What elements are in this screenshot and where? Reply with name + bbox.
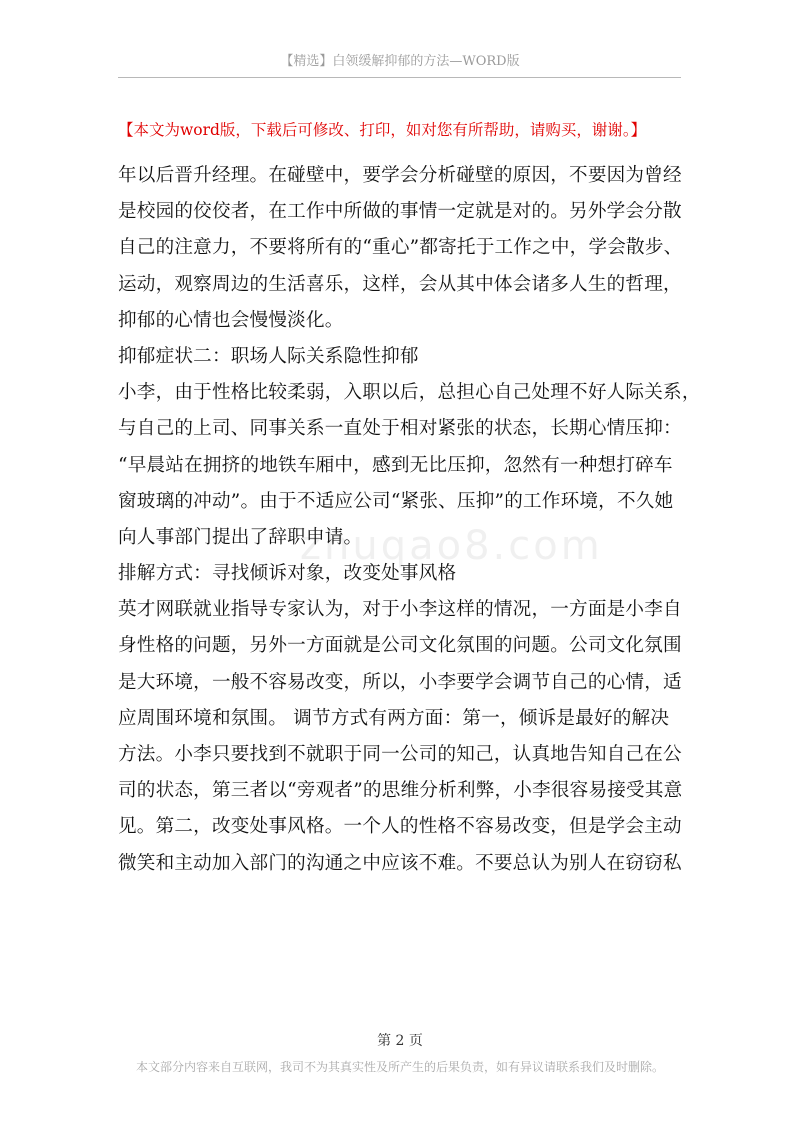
page-number: 第 2 页 (377, 1033, 423, 1049)
body-line: 窗玻璃的冲动”。由于不适应公司“紧张、压抑”的工作环境，不久她 (118, 490, 674, 512)
body-line: 英才网联就业指导专家认为，对于小李这样的情况，一方面是小李自 (118, 599, 682, 621)
body-line: 小李，由于性格比较柔弱，入职以后，总担心自己处理不好人际关系， (118, 382, 701, 404)
body-line: 微笑和主动加入部门的沟通之中应该不难。不要总认为别人在窃窃私 (118, 852, 682, 874)
body-line: 年以后晋升经理。在碰壁中，要学会分析碰壁的原因，不要因为曾经 (118, 165, 682, 186)
page-header: 【精选】白领缓解抑郁的方法—WORD版 (280, 54, 520, 69)
body-line: 抑郁的心情也会慢慢淡化。 (118, 309, 344, 331)
body-line: 是校园的佼佼者，在工作中所做的事情一定就是对的。另外学会分散 (118, 201, 682, 223)
body-line: 应周围环境和氛围。 调节方式有两方面：第一，倾诉是最好的解决 (118, 707, 670, 729)
body-line: “早晨站在拥挤的地铁车厢中，感到无比压抑，忽然有一种想打碎车 (118, 454, 673, 476)
body-line: 身性格的问题，另外一方面就是公司文化氛围的问题。公司文化氛围 (118, 635, 682, 657)
body-line: 自己的注意力，不要将所有的“重心”都寄托于工作之中，学会散步、 (118, 237, 683, 259)
body-line: 司的状态，第三者以“旁观者”的思维分析利弊，小李很容易接受其意 (118, 780, 683, 802)
watermark: zhuqao8.com (300, 523, 603, 569)
body-line: 是大环境，一般不容易改变，所以，小李要学会调节自己的心情，适 (118, 671, 682, 693)
header-divider (118, 77, 681, 78)
body-line: 见。第二，改变处事风格。一个人的性格不容易改变，但是学会主动 (118, 816, 682, 838)
body-line: 向人事部门提出了辞职申请。 (118, 526, 363, 548)
body-line: 与自己的上司、同事关系一直处于相对紧张的状态，长期心情压抑： (118, 418, 682, 440)
section-heading: 抑郁症状二：职场人际关系隐性抑郁 (118, 345, 419, 367)
page-footer: 本文部分内容来自互联网，我司不为其真实性及所产生的后果负责，如有异议请联系我们及时删除。 (135, 1060, 664, 1074)
download-notice: 【本文为word版，下载后可修改、打印，如对您有所帮助，请购买，谢谢。】 (118, 121, 647, 139)
document-body (118, 158, 701, 882)
section-heading: 排解方式：寻找倾诉对象，改变处事风格 (118, 563, 457, 585)
body-line: 运动，观察周边的生活喜乐，这样，会从其中体会诸多人生的哲理， (118, 273, 682, 295)
body-line: 方法。小李只要找到不就职于同一公司的知己，认真地告知自己在公 (118, 744, 682, 765)
